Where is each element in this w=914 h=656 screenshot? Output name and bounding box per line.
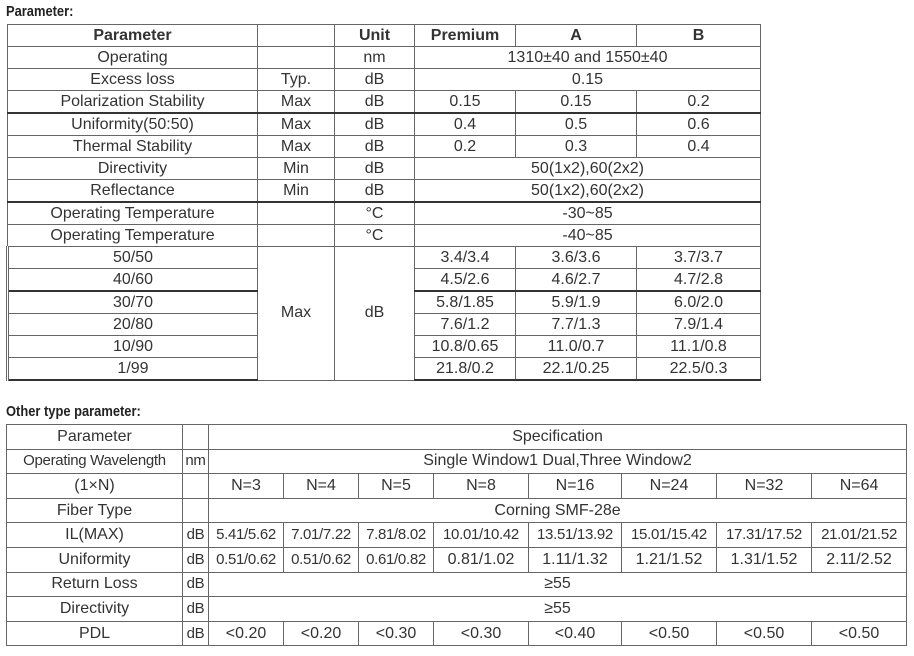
- port-cell: N=24: [622, 474, 717, 499]
- unit-cell: [183, 498, 209, 523]
- port-cell: N=4: [284, 474, 359, 499]
- value-cell: <0.20: [284, 621, 359, 646]
- parameter-table: [6, 24, 761, 381]
- value-cell: 15.01/15.42: [622, 523, 717, 548]
- ratio-row: [8, 247, 761, 269]
- param-cell: Polarization Stability: [8, 91, 258, 114]
- table-header-row: [7, 425, 907, 450]
- value-cell: 7.6/1.2: [415, 314, 516, 336]
- value-cell: 1.31/1.52: [717, 547, 812, 572]
- value-cell: 5.41/5.62: [209, 523, 284, 548]
- header-cell: Parameter: [8, 25, 258, 47]
- table-row: [8, 202, 761, 225]
- value-cell: 0.2: [415, 136, 516, 158]
- unit-cell: dB: [335, 91, 415, 114]
- cond-cell: [258, 47, 335, 69]
- value-cell: 0.3: [516, 136, 637, 158]
- table-row: [8, 69, 761, 91]
- value-cell: 11.1/0.8: [637, 336, 761, 358]
- header-cell: A: [516, 25, 637, 47]
- table-row: [8, 180, 761, 203]
- param-cell: Operating Temperature: [8, 225, 258, 247]
- cond-cell: Max: [258, 91, 335, 114]
- value-cell: 7.01/7.22: [284, 523, 359, 548]
- value-cell: <0.50: [717, 621, 812, 646]
- unit-cell: dB: [183, 572, 209, 597]
- table-row: [8, 47, 761, 69]
- value-cell: 6.0/2.0: [637, 291, 761, 314]
- ratio-cell: 10/90: [8, 336, 258, 358]
- cond-cell: [258, 225, 335, 247]
- value-cell: Corning SMF-28e: [209, 498, 907, 523]
- unit-cell: [183, 474, 209, 499]
- table-row: [7, 474, 907, 499]
- value-cell: 17.31/17.52: [717, 523, 812, 548]
- cond-cell: Min: [258, 180, 335, 203]
- param-cell: Fiber Type: [7, 498, 183, 523]
- unit-cell: dB: [183, 523, 209, 548]
- value-cell: ≥55: [209, 597, 907, 622]
- unit-cell: dB: [183, 597, 209, 622]
- param-cell: PDL: [7, 621, 183, 646]
- cond-cell: Typ.: [258, 69, 335, 91]
- ratio-cell: 30/70: [8, 291, 258, 314]
- value-cell: 0.15: [415, 91, 516, 114]
- ratio-unit-cell: dB: [335, 247, 415, 381]
- cond-cell: Max: [258, 136, 335, 158]
- value-cell: 4.6/2.7: [516, 269, 637, 292]
- value-cell: 0.15: [516, 91, 637, 114]
- value-cell: 0.15: [415, 69, 761, 91]
- value-cell: 1.11/1.32: [529, 547, 622, 572]
- ratio-cell: 20/80: [8, 314, 258, 336]
- unit-cell: nm: [183, 449, 209, 474]
- ratio-cell: 40/60: [8, 269, 258, 292]
- header-cell: B: [637, 25, 761, 47]
- value-cell: <0.40: [529, 621, 622, 646]
- param-cell: Directivity: [7, 597, 183, 622]
- port-cell: N=32: [717, 474, 812, 499]
- value-cell: 0.6: [637, 113, 761, 136]
- param-cell: Operating Temperature: [8, 202, 258, 225]
- header-unit-cell: [183, 425, 209, 450]
- port-cell: N=8: [434, 474, 529, 499]
- table-row: [7, 523, 907, 548]
- table-row: [7, 547, 907, 572]
- port-cell: N=3: [209, 474, 284, 499]
- table-row: [7, 449, 907, 474]
- ratio-cell: 1/99: [8, 358, 258, 381]
- other-type-parameter-table: [6, 424, 907, 646]
- ratio-cell: 50/50: [8, 247, 258, 269]
- unit-cell: dB: [183, 547, 209, 572]
- value-cell: 5.8/1.85: [415, 291, 516, 314]
- value-cell: 10.8/0.65: [415, 336, 516, 358]
- value-cell: 50(1x2),60(2x2): [415, 180, 761, 203]
- unit-cell: nm: [335, 47, 415, 69]
- unit-cell: dB: [335, 180, 415, 203]
- table-row: [8, 225, 761, 247]
- table-row: [8, 136, 761, 158]
- value-cell: <0.50: [812, 621, 907, 646]
- value-cell: 21.01/21.52: [812, 523, 907, 548]
- value-cell: 21.8/0.2: [415, 358, 516, 381]
- value-cell: 3.4/3.4: [415, 247, 516, 269]
- value-cell: 7.81/8.02: [359, 523, 434, 548]
- value-cell: 4.5/2.6: [415, 269, 516, 292]
- table-row: [7, 621, 907, 646]
- value-cell: 5.9/1.9: [516, 291, 637, 314]
- value-cell: 22.5/0.3: [637, 358, 761, 381]
- header-cell: [258, 25, 335, 47]
- unit-cell: dB: [183, 621, 209, 646]
- value-cell: -40~85: [415, 225, 761, 247]
- value-cell: 13.51/13.92: [529, 523, 622, 548]
- unit-cell: °C: [335, 202, 415, 225]
- value-cell: 4.7/2.8: [637, 269, 761, 292]
- value-cell: 0.81/1.02: [434, 547, 529, 572]
- ratio-cond-cell: Max: [258, 247, 335, 381]
- param-cell: Excess loss: [8, 69, 258, 91]
- value-cell: 50(1x2),60(2x2): [415, 158, 761, 180]
- port-cell: N=64: [812, 474, 907, 499]
- unit-cell: dB: [335, 158, 415, 180]
- value-cell: 1310±40 and 1550±40: [415, 47, 761, 69]
- value-cell: 7.7/1.3: [516, 314, 637, 336]
- value-cell: 0.61/0.82: [359, 547, 434, 572]
- table-header-row: [8, 25, 761, 47]
- value-cell: Single Window1 Dual,Three Window2: [209, 449, 907, 474]
- param-cell: Thermal Stability: [8, 136, 258, 158]
- header-cell: Unit: [335, 25, 415, 47]
- section-title-other-type: Other type parameter:: [6, 403, 141, 420]
- value-cell: ≥55: [209, 572, 907, 597]
- value-cell: <0.20: [209, 621, 284, 646]
- unit-cell: °C: [335, 225, 415, 247]
- header-cell: Premium: [415, 25, 516, 47]
- value-cell: 10.01/10.42: [434, 523, 529, 548]
- value-cell: 0.4: [415, 113, 516, 136]
- section-title-parameter: Parameter:: [6, 3, 74, 20]
- value-cell: 0.2: [637, 91, 761, 114]
- value-cell: 11.0/0.7: [516, 336, 637, 358]
- unit-cell: dB: [335, 113, 415, 136]
- value-cell: 2.11/2.52: [812, 547, 907, 572]
- param-cell: Uniformity(50:50): [8, 113, 258, 136]
- value-cell: 0.5: [516, 113, 637, 136]
- param-cell: Reflectance: [8, 180, 258, 203]
- value-cell: <0.30: [359, 621, 434, 646]
- port-cell: N=5: [359, 474, 434, 499]
- param-cell: Operating: [8, 47, 258, 69]
- value-cell: <0.30: [434, 621, 529, 646]
- value-cell: 3.6/3.6: [516, 247, 637, 269]
- header-cell: Parameter: [7, 425, 183, 450]
- table-row: [8, 113, 761, 136]
- table-row: [7, 498, 907, 523]
- port-cell: N=16: [529, 474, 622, 499]
- unit-cell: dB: [335, 69, 415, 91]
- value-cell: 3.7/3.7: [637, 247, 761, 269]
- cond-cell: [258, 202, 335, 225]
- value-cell: 0.51/0.62: [284, 547, 359, 572]
- unit-cell: dB: [335, 136, 415, 158]
- header-cell: Specification: [209, 425, 907, 450]
- value-cell: 7.9/1.4: [637, 314, 761, 336]
- value-cell: 0.4: [637, 136, 761, 158]
- param-cell: Directivity: [8, 158, 258, 180]
- param-cell: IL(MAX): [7, 523, 183, 548]
- param-cell: Uniformity: [7, 547, 183, 572]
- table-row: [8, 91, 761, 114]
- value-cell: 1.21/1.52: [622, 547, 717, 572]
- value-cell: 0.51/0.62: [209, 547, 284, 572]
- table-row: [8, 158, 761, 180]
- value-cell: <0.50: [622, 621, 717, 646]
- cond-cell: Min: [258, 158, 335, 180]
- cond-cell: Max: [258, 113, 335, 136]
- param-cell: Operating Wavelength: [7, 449, 183, 474]
- value-cell: -30~85: [415, 202, 761, 225]
- param-cell: (1×N): [7, 474, 183, 499]
- param-cell: Return Loss: [7, 572, 183, 597]
- table-row: [7, 597, 907, 622]
- table-row: [7, 572, 907, 597]
- value-cell: 22.1/0.25: [516, 358, 637, 381]
